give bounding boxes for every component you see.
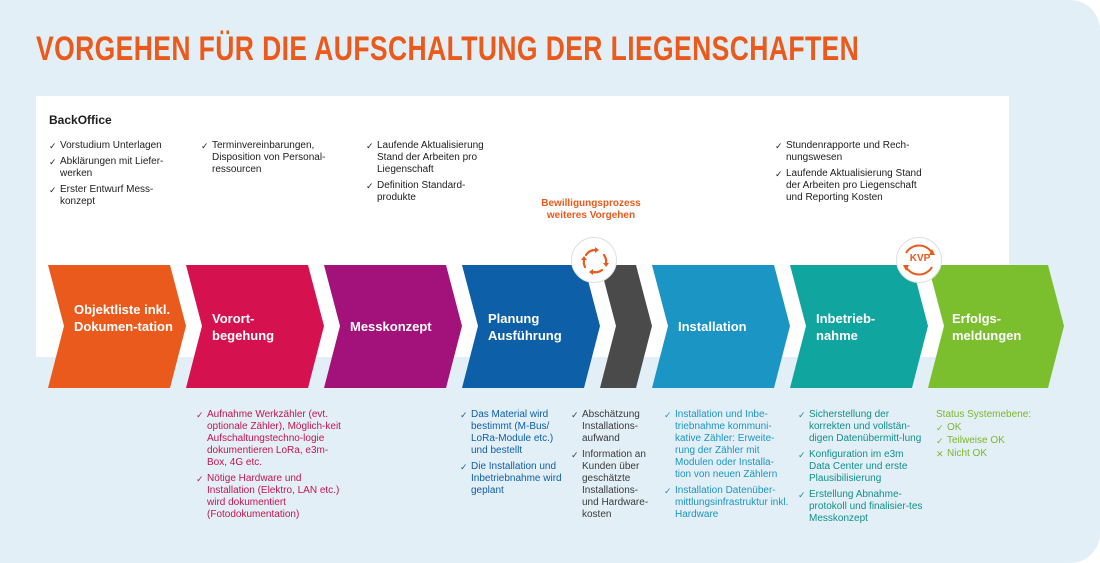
cycle-badge <box>571 237 617 283</box>
list-item: ✓ Terminvereinbarungen, Disposition von Personal-ressourcen <box>201 140 331 176</box>
list-item: ✓ Laufende Aktualisierung Stand der Arbeiten pro Liegenschaft und Reporting Kosten <box>775 168 935 204</box>
step-label-planung: Planung Ausführung <box>488 311 562 343</box>
list-item: ✓ Sicherstellung der korrekten und vollstän-digen Datenübermitt-lung <box>798 409 923 445</box>
step-label-inbetrieb: Inbetrieb-nahme <box>816 311 876 343</box>
list-item: ✓ Installation Datenüber-mittlungsinfrastruktur inkl. Hardware <box>664 485 789 521</box>
list-item: ✓ Erstellung Abnahme-protokoll und finalisier-tes Messkonzept <box>798 489 923 525</box>
list-item: ✓ Nötige Hardware und Installation (Elektro, LAN etc.) wird dokumentiert (Fotodokumentation) <box>196 473 341 521</box>
step-label-messkonzept: Messkonzept <box>350 319 432 334</box>
list-item: ✓ Die Installation und Inbetriebnahme wird geplant <box>460 461 568 497</box>
list-item: ✓ Abschätzung Installations-aufwand <box>571 409 656 445</box>
step-label-vorort: Vorort-begehung <box>212 311 275 343</box>
list-item: ✓ Definition Standard-produkte <box>366 180 501 204</box>
kvp-label: KVP <box>909 253 931 264</box>
approval-process-label: Bewilligungsprozess weiteres Vorgehen <box>541 198 641 221</box>
page-title: VORGEHEN FÜR DIE AUFSCHALTUNG DER LIEGENSCHAFTEN <box>36 30 860 68</box>
status-heading: Status Systemebene: <box>936 409 1032 420</box>
list-item: ✓ Aufnahme Werkzähler (evt. optionale Zähler), Möglich-keit Aufschaltungstechno-logie dokumentieren LoRa, e3m-Box, 4G etc. <box>196 409 341 469</box>
step-label-installation: Installation <box>678 319 747 334</box>
gate-details <box>571 409 656 525</box>
list-item: ✓ Information an Kunden über geschätzte Installations- und Hardware-kosten <box>571 449 656 521</box>
inbetrieb-details <box>798 409 923 529</box>
list-item: ✓ Laufende Aktualisierung Stand der Arbeiten pro Liegenschaft <box>366 140 501 176</box>
installation-details <box>664 409 789 525</box>
list-item: ✓ Konfiguration im e3m Data Center und erste Plausibilisierung <box>798 449 923 485</box>
planung-details <box>460 409 568 501</box>
status-ok: ✓ OK <box>936 422 1056 434</box>
erfolg-details <box>936 409 1056 464</box>
list-item: ✓ Erster Entwurf Mess-konzept <box>49 184 179 208</box>
vorort-details <box>196 409 341 525</box>
status-partial: ✓ Teilweise OK <box>936 435 1056 447</box>
status-not-ok: ✕ Nicht OK <box>936 448 1056 460</box>
step-label-erfolg: Erfolgs-meldungen <box>952 311 1022 343</box>
list-item: ✓ Vorstudium Unterlagen <box>49 140 179 152</box>
cycle-arrows-icon <box>572 238 618 284</box>
list-item: ✓ Installation und Inbe-triebnahme kommuni-kative Zähler: Erweite-rung der Zähler mit Modulen oder Installa-tion von neuen Zählern <box>664 409 789 481</box>
step-label-objektliste: Objektliste inkl. Dokumen-tation <box>74 302 173 334</box>
list-item: ✓ Das Material wird bestimmt (M-Bus/ LoRa-Module etc.) und bestellt <box>460 409 568 457</box>
backoffice-title: BackOffice <box>49 113 112 127</box>
list-item: ✓ Stundenrapporte und Rech-nungswesen <box>775 140 935 164</box>
kvp-badge <box>896 237 942 283</box>
list-item: ✓ Abklärungen mit Liefer-werken <box>49 156 179 180</box>
